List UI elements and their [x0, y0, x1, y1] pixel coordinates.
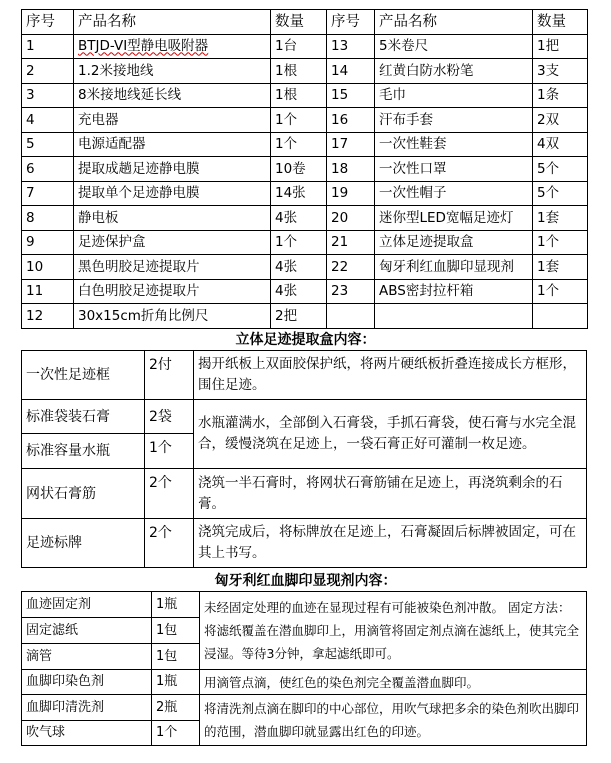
table-row: [22, 230, 588, 255]
table-row: [22, 34, 588, 59]
item-number: 1: [22, 34, 74, 59]
item-name: 提取成趟足迹静电膜: [74, 157, 271, 182]
header-no: 序号: [22, 10, 74, 35]
item-qty: 1条: [533, 83, 588, 108]
item-qty: 2个: [145, 519, 194, 568]
item-number: 11: [22, 279, 74, 304]
item-name: 一次性口罩: [375, 157, 533, 182]
item-qty: 1个: [271, 230, 327, 255]
item-number: 20: [327, 206, 375, 231]
item-name: 充电器: [74, 108, 271, 133]
item-name: [375, 304, 533, 329]
item-name: 红黄白防水粉笔: [375, 59, 533, 84]
table-row: [22, 469, 587, 519]
item-name: 8米接地线延长线: [74, 83, 271, 108]
item-qty: 1台: [271, 34, 327, 59]
item-name: ABS密封拉杆箱: [375, 279, 533, 304]
section-title-blood-reagent: 匈牙利红血脚印显现剂内容：: [214, 573, 397, 589]
item-name: 足迹标牌: [22, 519, 145, 568]
item-number: 15: [327, 83, 375, 108]
item-qty: 4张: [271, 255, 327, 280]
table-row: [22, 59, 588, 84]
item-name: 30x15cm折角比例尺: [74, 304, 271, 329]
item-qty: 2个: [145, 469, 194, 519]
item-number: 18: [327, 157, 375, 182]
item-number: 13: [327, 34, 375, 59]
item-number: 9: [22, 230, 74, 255]
item-name: 足迹保护盒: [74, 230, 271, 255]
item-qty: 4双: [533, 132, 588, 157]
item-qty: 1个: [271, 108, 327, 133]
item-qty: 5个: [533, 181, 588, 206]
item-qty: 10卷: [271, 157, 327, 182]
item-number: 14: [327, 59, 375, 84]
item-qty: 1个: [533, 279, 588, 304]
item-qty: 14张: [271, 181, 327, 206]
item-name: 固定滤纸: [22, 618, 152, 644]
item-qty: 1套: [533, 255, 588, 280]
item-qty: 2双: [533, 108, 588, 133]
item-number: 21: [327, 230, 375, 255]
header-no: 序号: [327, 10, 375, 35]
footprint-box-table: [21, 350, 587, 568]
item-name: 标准袋装石膏: [22, 400, 145, 434]
table-row: [22, 279, 588, 304]
header-qty: 数量: [271, 10, 327, 35]
item-name: 一次性足迹框: [22, 351, 145, 400]
table-row: [22, 206, 588, 231]
item-name: BTJD-VI型静电吸附器: [74, 34, 271, 59]
item-name: 血迹固定剂: [22, 592, 152, 618]
item-qty: 2付: [145, 351, 194, 400]
item-description: 将清洗剂点滴在脚印的中心部位，用吹气球把多余的染色剂吹出脚印的范围，潜血脚印就显露出红色的印迹。: [200, 695, 587, 746]
table-row: [22, 181, 588, 206]
item-qty: 1瓶: [152, 670, 200, 695]
item-description: 未经固定处理的血迹在显现过程有可能被染色剂冲散。 固定方法：将滤纸覆盖在潜血脚印上，用滴管将固定剂点滴在滤纸上，使其完全浸湿。等待3分钟，拿起滤纸即可。: [200, 592, 587, 670]
table-row: [22, 304, 588, 329]
item-number: 17: [327, 132, 375, 157]
item-qty: 1个: [145, 434, 194, 469]
item-name: 1.2米接地线: [74, 59, 271, 84]
item-number: 6: [22, 157, 74, 182]
item-qty: 2把: [271, 304, 327, 329]
equipment-table: [21, 9, 588, 329]
item-name: 黑色明胶足迹提取片: [74, 255, 271, 280]
table-row: [22, 592, 587, 618]
item-number: 5: [22, 132, 74, 157]
item-number: 8: [22, 206, 74, 231]
item-name: 汗布手套: [375, 108, 533, 133]
table-row: [22, 108, 588, 133]
item-qty: 1包: [152, 644, 200, 670]
table-row: [22, 670, 587, 695]
header-name: 产品名称: [375, 10, 533, 35]
item-number: [327, 304, 375, 329]
item-name: 5米卷尺: [375, 34, 533, 59]
table-row: [22, 519, 587, 568]
item-qty: 1个: [271, 132, 327, 157]
table-row: [22, 400, 587, 434]
section-title-footprint-box: 立体足迹提取盒内容：: [235, 332, 376, 348]
item-description: 水瓶灌满水，全部倒入石膏袋，手抓石膏袋，使石膏与水完全混合，缓慢浇筑在足迹上，一袋石膏正好可灌制一枚足迹。: [194, 400, 587, 469]
item-name: 一次性鞋套: [375, 132, 533, 157]
item-description: 浇筑一半石膏时，将网状石膏筋铺在足迹上，再浇筑剩余的石膏。: [194, 469, 587, 519]
item-number: 4: [22, 108, 74, 133]
table-row: [22, 132, 588, 157]
item-number: 2: [22, 59, 74, 84]
item-number: 10: [22, 255, 74, 280]
item-number: 19: [327, 181, 375, 206]
item-number: 12: [22, 304, 74, 329]
item-qty: 1包: [152, 618, 200, 644]
item-name: 血脚印染色剂: [22, 670, 152, 695]
item-name: 毛巾: [375, 83, 533, 108]
item-name: 提取单个足迹静电膜: [74, 181, 271, 206]
item-name: 静电板: [74, 206, 271, 231]
item-number: 23: [327, 279, 375, 304]
item-name: 滴管: [22, 644, 152, 670]
item-number: 22: [327, 255, 375, 280]
item-number: 16: [327, 108, 375, 133]
item-description: 揭开纸板上双面胶保护纸，将两片硬纸板折叠连接成长方框形，围住足迹。: [194, 351, 587, 400]
table-header-row: [22, 10, 588, 35]
header-qty: 数量: [533, 10, 588, 35]
table-row: [22, 695, 587, 721]
item-qty: 1根: [271, 83, 327, 108]
item-name: 吹气球: [22, 721, 152, 746]
item-qty: 1把: [533, 34, 588, 59]
item-qty: 4张: [271, 279, 327, 304]
item-qty: 5个: [533, 157, 588, 182]
item-qty: [533, 304, 588, 329]
item-name: 网状石膏筋: [22, 469, 145, 519]
item-name: 标准容量水瓶: [22, 434, 145, 469]
item-name: 一次性帽子: [375, 181, 533, 206]
header-name: 产品名称: [74, 10, 271, 35]
item-number: 3: [22, 83, 74, 108]
item-number: 7: [22, 181, 74, 206]
item-qty: 1个: [152, 721, 200, 746]
table-row: [22, 83, 588, 108]
item-name: 血脚印清洗剂: [22, 695, 152, 721]
item-name: 迷你型LED宽幅足迹灯: [375, 206, 533, 231]
item-qty: 1根: [271, 59, 327, 84]
item-description: 用滴管点滴，使红色的染色剂完全覆盖潜血脚印。: [200, 670, 587, 695]
item-qty: 4张: [271, 206, 327, 231]
item-qty: 1套: [533, 206, 588, 231]
item-name: 匈牙利红血脚印显现剂: [375, 255, 533, 280]
item-qty: 2瓶: [152, 695, 200, 721]
item-qty: 1个: [533, 230, 588, 255]
blood-reagent-table: [21, 591, 587, 746]
table-row: [22, 351, 587, 400]
item-description: 浇筑完成后，将标牌放在足迹上，石膏凝固后标牌被固定，可在其上书写。: [194, 519, 587, 568]
table-row: [22, 157, 588, 182]
table-row: [22, 255, 588, 280]
item-qty: 2袋: [145, 400, 194, 434]
item-name: 立体足迹提取盒: [375, 230, 533, 255]
item-name: 白色明胶足迹提取片: [74, 279, 271, 304]
item-name: 电源适配器: [74, 132, 271, 157]
item-qty: 3支: [533, 59, 588, 84]
item-qty: 1瓶: [152, 592, 200, 618]
